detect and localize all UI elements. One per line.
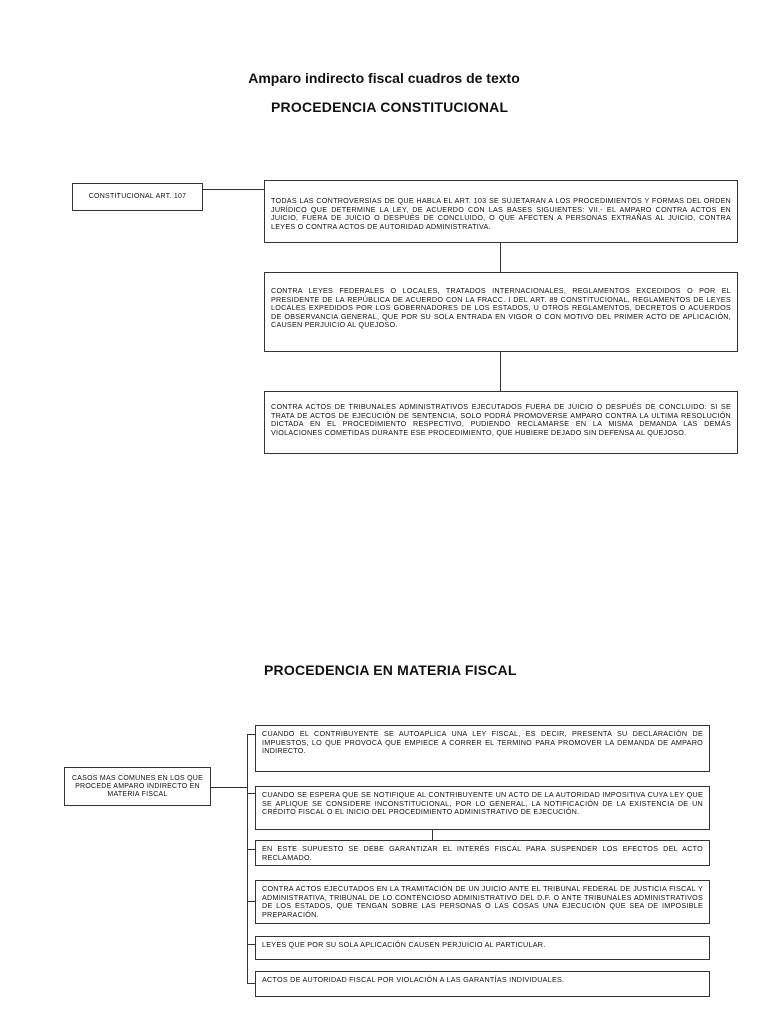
root-box-fiscal: CASOS MAS COMUNES EN LOS QUE PROCEDE AMPARO INDIRECTO EN MATERIA FISCAL [64,767,211,806]
text-box: CUANDO SE ESPERA QUE SE NOTIFIQUE AL CONTRIBUYENTE UN ACTO DE LA AUTORIDAD IMPOSITIVA CUYA LEY QUE SE APLIQUE SE CONSIDERE INCONSTITUCIONAL, POR LO GENERAL, LA NOTIFICACIÓN DE LA EXISTENCIA DE UN CRÉDITO FISCAL O EL INICIO DEL PROCEDIMIENTO ADMINISTRATIVO DE EJECUCIÓN. [255,786,710,830]
text-box: CONTRA ACTOS DE TRIBUNALES ADMINISTRATIVOS EJECUTADOS FUERA DE JUICIO O DESPUÉS DE CONCLUIDO: SI SE TRATA DE ACTOS DE EJECUCIÓN DE SENTENCIA, SOLO PODRÁ PROMOVERSE AMPARO CONTRA LA ULTIMA RESOLUCIÓN DICTADA EN EL PROCEDIMIENTO RESPECTIVO, PUDIENDO RECLAMARSE EN LA MISMA DEMANDA LAS DEMÁS VIOLACIONES COMETIDAS DURANTE ESE PROCEDIMIENTO, QUE HUBIERE DEJADO SIN DEFENSA AL QUEJOSO. [264,391,738,454]
bracket-tick [247,793,255,794]
text-box: CUANDO EL CONTRIBUYENTE SE AUTOAPLICA UNA LEY FISCAL, ES DECIR, PRESENTA SU DECLARACIÓN DE IMPUESTOS, LO QUE PROVOCA QUE EMPIECE A CORRER EL TERMINO PARA PROMOVER LA DEMANDA DE AMPARO INDIRECTO. [255,725,710,772]
connector-line [432,830,433,840]
section-heading-fiscal: PROCEDENCIA EN MATERIA FISCAL [264,662,517,678]
root-box-constitucional: CONSTITUCIONAL ART. 107 [72,183,203,211]
text-box: EN ESTE SUPUESTO SE DEBE GARANTIZAR EL INTERÉS FISCAL PARA SUSPENDER LOS EFECTOS DEL ACTO RECLAMADO. [255,840,710,866]
bracket-line [247,734,248,983]
text-box: TODAS LAS CONTROVERSIAS DE QUE HABLA EL ART. 103 SE SUJETARAN A LOS PROCEDIMIENTOS Y FORMAS DEL ORDEN JURÍDICO QUE DETERMINE LA LEY, DE ACUERDO CON LAS BASES SIGUIENTES: VII.- EL AMPARO CONTRA ACTOS EN JUICIO, FUERA DE JUICIO O DESPUÉS DE CONCLUIDO, O QUE AFECTEN A PERSONAS EXTRAÑAS AL JUICIO, CONTRA LEYES O CONTRA ACTOS DE AUTORIDAD ADMINISTRATIVA. [264,180,738,243]
text-box: ACTOS DE AUTORIDAD FISCAL POR VIOLACIÓN A LAS GARANTÍAS INDIVIDUALES. [255,971,710,997]
document-title: Amparo indirecto fiscal cuadros de texto [248,70,520,86]
bracket-tick [247,901,255,902]
connector-line [203,189,264,190]
bracket-tick [247,944,255,945]
text-box: LEYES QUE POR SU SOLA APLICACIÓN CAUSEN PERJUICIO AL PARTICULAR. [255,936,710,960]
section-heading-constitucional: PROCEDENCIA CONSTITUCIONAL [271,99,509,115]
bracket-tick [247,849,255,850]
text-box: CONTRA ACTOS EJECUTADOS EN LA TRAMITACIÓN DE UN JUICIO ANTE EL TRIBUNAL FEDERAL DE JUSTICIA FISCAL Y ADMINISTRATIVA, TRIBUNAL DE LO CONTENCIOSO ADMINISTRATIVO DEL D.F. O ANTE TRIBUNALES ADMINISTRATIVOS DE LOS ESTADOS, QUE TENGAN SOBRE LAS PERSONAS O LAS COSAS UNA EJECUCIÓN QUE SEA DE IMPOSIBLE PREPARACIÓN. [255,880,710,924]
bracket-tick [247,983,255,984]
connector-line [211,787,247,788]
connector-line [500,243,501,272]
connector-line [500,352,501,391]
text-box: CONTRA LEYES FEDERALES O LOCALES, TRATADOS INTERNACIONALES, REGLAMENTOS EXCEDIDOS O POR EL PRESIDENTE DE LA REPÚBLICA DE ACUERDO CON LA FRACC. I DEL ART. 89 CONSTITUCIONAL, REGLAMENTOS DE LEYES LOCALES EXPEDIDOS POR LOS GOBERNADORES DE LOS ESTADOS, U OTROS REGLAMENTOS, DECRETOS O ACUERDOS DE OBSERVANCIA GENERAL, QUE POR SU SOLA ENTRADA EN VIGOR O CON MOTIVO DEL PRIMER ACTO DE APLICACIÓN, CAUSEN PERJUICIO AL QUEJOSO. [264,272,738,352]
bracket-tick [247,734,255,735]
